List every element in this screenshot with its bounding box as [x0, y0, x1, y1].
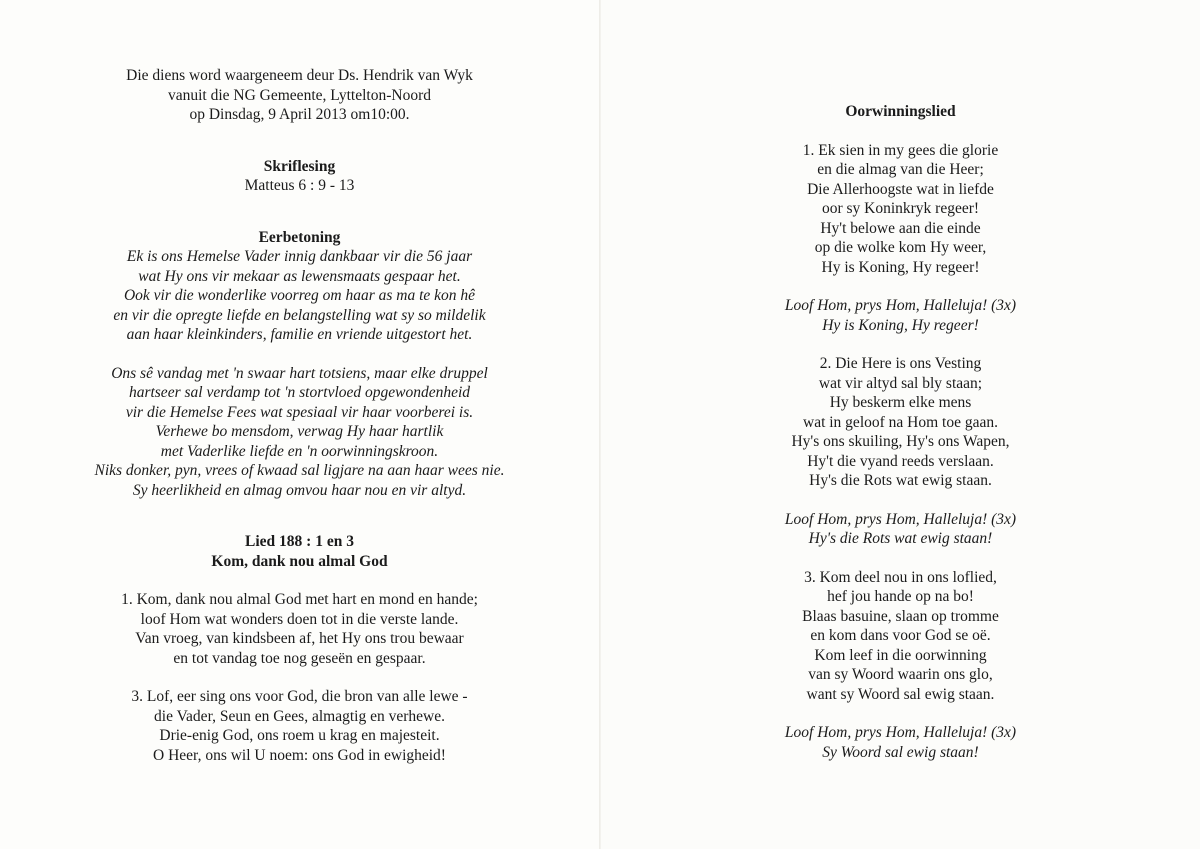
song-line: Hy's ons skuiling, Hy's ons Wapen,: [791, 433, 1010, 450]
song-line: Die Allerhoogste wat in liefde: [807, 180, 994, 198]
tribute-line: hartseer sal verdamp tot 'n stortvloed opgewondenheid: [128, 384, 471, 401]
hymn-title: Kom, dank nou almal God: [211, 552, 388, 570]
song-line: en die almag van die Heer;: [817, 161, 984, 178]
song-chorus-1: [601, 296, 1200, 335]
song-line: wat vir altyd sal bly staan;: [818, 374, 983, 392]
hymn-section: [0, 532, 599, 765]
chorus-line: Hy's die Rots wat ewig staan!: [808, 530, 993, 547]
song-verse-2: [601, 354, 1200, 491]
hymn-line: die Vader, Seun en Gees, almagtig en verhewe.: [154, 707, 445, 725]
tribute-line: Niks donker, pyn, vrees of kwaad sal ligjare na aan haar wees nie.: [94, 462, 505, 479]
song-line: Kom leef in die oorwinning: [814, 646, 987, 664]
intro-line: Die diens word waargeneem deur Ds. Hendrik van Wyk: [126, 67, 473, 84]
song-chorus-2: [601, 510, 1200, 549]
chorus-line: Hy is Koning, Hy regeer!: [822, 316, 979, 334]
tribute-line: Ons sê vandag met 'n swaar hart totsiens, maar elke druppel: [111, 364, 488, 382]
song-line: 1. Ek sien in my gees die glorie: [802, 141, 999, 159]
right-page: [601, 0, 1200, 849]
song-line: op die wolke kom Hy weer,: [814, 239, 987, 256]
song-line: Hy beskerm elke mens: [829, 394, 972, 411]
song-line: hef jou hande op na bo!: [827, 588, 974, 605]
scripture-heading: Skriflesing: [263, 157, 336, 175]
tribute-line: met Vaderlike liefde en 'n oorwinningskroon.: [160, 442, 439, 460]
song-line: 2. Die Here is ons Vesting: [819, 355, 982, 372]
scripture-section: [0, 157, 599, 196]
hymn-line: loof Hom wat wonders doen tot in die verste lande.: [140, 610, 459, 628]
tribute-paragraph-2: [0, 364, 599, 501]
song-line: wat in geloof na Hom toe gaan.: [803, 413, 998, 431]
tribute-line: vir die Hemelse Fees wat spesiaal vir haar voorberei is.: [125, 403, 474, 421]
chorus-line: Loof Hom, prys Hom, Halleluja! (3x): [784, 297, 1017, 314]
song-verse-1: [601, 141, 1200, 278]
tribute-line: wat Hy ons vir mekaar as lewensmaats gespaar het.: [138, 267, 461, 285]
song-line: Hy's die Rots wat ewig staan.: [809, 472, 992, 489]
left-page: [0, 0, 599, 849]
tribute-heading: Eerbetoning: [258, 228, 341, 246]
song-line: Hy't die vyand reeds verslaan.: [807, 452, 994, 470]
hymn-line: en tot vandag toe nog geseën en gespaar.: [173, 649, 426, 667]
song-chorus-3: [601, 723, 1200, 762]
tribute-line: en vir die opregte liefde en belangstelling wat sy so mildelik: [113, 306, 486, 324]
right-column: [601, 102, 1200, 762]
hymn-line: O Heer, ons wil U noem: ons God in ewigheid!: [153, 746, 446, 764]
chorus-line: Loof Hom, prys Hom, Halleluja! (3x): [784, 510, 1017, 528]
intro-line: vanuit die NG Gemeente, Lyttelton-Noord: [167, 86, 431, 104]
intro-line: op Dinsdag, 9 April 2013 om10:00.: [189, 106, 410, 123]
chorus-line: Loof Hom, prys Hom, Halleluja! (3x): [784, 724, 1017, 741]
hymn-verse-1: [0, 590, 599, 668]
tribute-line: Verhewe bo mensdom, verwag Hy haar hartlik: [155, 423, 444, 440]
song-line: Hy't belowe aan die einde: [820, 219, 981, 237]
tribute-line: Ek is ons Hemelse Vader innig dankbaar vir die 56 jaar: [126, 248, 473, 265]
hymn-line: Drie-enig God, ons roem u krag en majesteit.: [159, 727, 440, 744]
tribute-paragraph-1: [0, 247, 599, 345]
song-verse-3: [601, 568, 1200, 705]
hymn-line: Van vroeg, van kindsbeen af, het Hy ons trou bewaar: [135, 630, 464, 647]
tribute-line: Sy heerlikheid en almag omvou haar nou en vir altyd.: [132, 481, 467, 499]
song-line: oor sy Koninkryk regeer!: [821, 200, 980, 217]
hymn-line: 3. Lof, eer sing ons voor God, die bron van alle lewe -: [131, 688, 468, 705]
chorus-line: Sy Woord sal ewig staan!: [822, 743, 979, 761]
song-line: van sy Woord waarin ons glo,: [808, 666, 993, 683]
tribute-line: aan haar kleinkinders, familie en vriende uitgestort het.: [126, 326, 473, 343]
song-line: 3. Kom deel nou in ons loflied,: [804, 568, 997, 586]
song-line: en kom dans voor God se oë.: [810, 627, 991, 644]
hymn-verse-3: [0, 687, 599, 765]
service-intro: [0, 66, 599, 125]
song-line: want sy Woord sal ewig staan.: [806, 685, 995, 703]
hymn-number: Lied 188 : 1 en 3: [245, 533, 354, 550]
tribute-line: Ook vir die wonderlike voorreg om haar as ma te kon hê: [123, 287, 476, 304]
scripture-reference: Matteus 6 : 9 - 13: [244, 177, 355, 194]
left-column: [0, 66, 599, 765]
song-title: Oorwinningslied: [845, 103, 956, 120]
song-line: Blaas basuine, slaan op tromme: [802, 607, 999, 625]
hymn-line: 1. Kom, dank nou almal God met hart en mond en hande;: [121, 591, 478, 608]
tribute-section: [0, 228, 599, 501]
song-line: Hy is Koning, Hy regeer!: [821, 258, 980, 276]
